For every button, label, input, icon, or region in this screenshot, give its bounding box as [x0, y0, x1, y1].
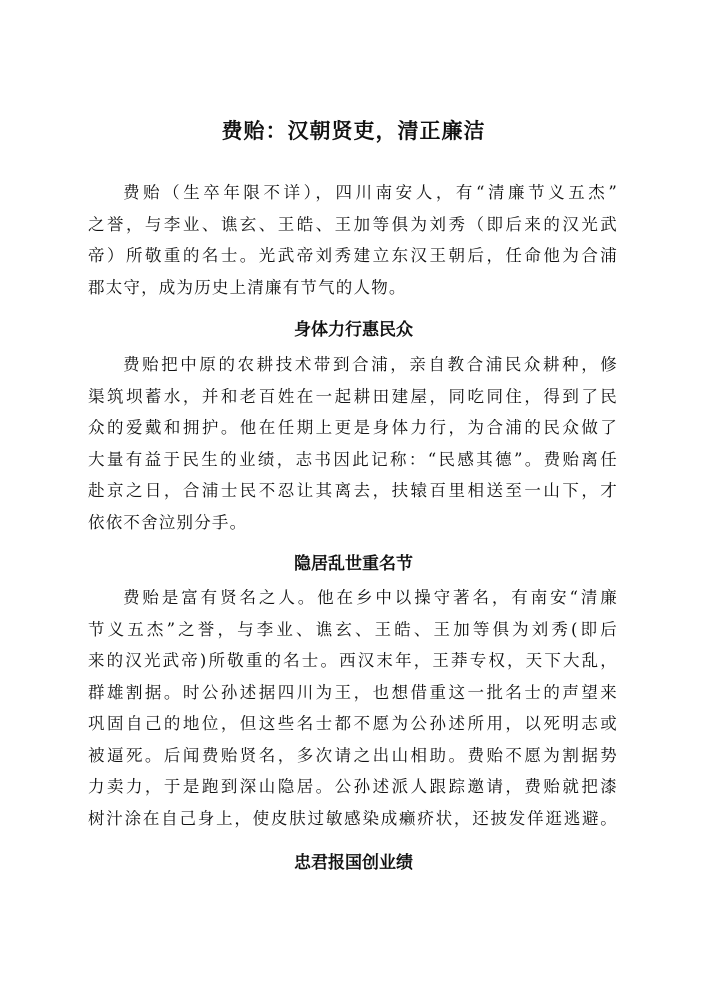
document-title: 费贻：汉朝贤吏，清正廉洁 — [221, 118, 486, 143]
paragraph-line: 群雄割据。时公孙述据四川为王，也想借重这一批名士的声望来 — [88, 682, 618, 702]
paragraph-line: 费贻把中原的农耕技术带到合浦，亲自教合浦民众耕种，修 — [123, 355, 618, 374]
paragraph-line: 帝）所敬重的名士。光武帝刘秀建立东汉王朝后，任命他为合浦 — [88, 246, 618, 265]
paragraph-line: 来的汉光武帝)所敬重的名士。西汉末年，王莽专权，天下大乱， — [88, 651, 618, 670]
intro-paragraph — [88, 177, 618, 303]
section-heading: 忠君报国创业绩 — [294, 853, 413, 873]
paragraph-line: 之誉，与李业、谯玄、王皓、王加等俱为刘秀（即后来的汉光武 — [88, 214, 618, 234]
paragraph-line: 巩固自己的地位，但这些名士都不愿为公孙述所用，以死明志或 — [88, 714, 618, 733]
paragraph-line: 众的爱戴和拥护。他在任期上更是身体力行，为合浦的民众做了 — [88, 418, 618, 437]
paragraph-line: 费贻（生卒年限不详），四川南安人，有“清廉节义五杰” — [123, 183, 618, 202]
paragraph-line: 赴京之日，合浦士民不忍让其离去，扶辕百里相送至一山下，才 — [88, 481, 618, 500]
paragraph-line: 被逼死。后闻费贻贤名，多次请之出山相助。费贻不愿为割据势 — [88, 745, 618, 765]
section-heading: 身体力行惠民众 — [294, 320, 413, 340]
section-paragraph — [88, 582, 618, 834]
paragraph-line: 依依不舍泣别分手。 — [88, 512, 248, 532]
paragraph-line: 渠筑坝蓄水，并和老百姓在一起耕田建屋，同吃同住，得到了民 — [88, 386, 618, 406]
paragraph-line: 费贻是富有贤名之人。他在乡中以操守著名，有南安“清廉 — [123, 588, 618, 607]
paragraph-line: 郡太守，成为历史上清廉有节气的人物。 — [88, 277, 407, 297]
paragraph-line: 大量有益于民生的业绩，志书因此记称：“民感其德”。费贻离任 — [88, 449, 618, 469]
paragraph-line: 节义五杰”之誉，与李业、谯玄、王皓、王加等俱为刘秀(即后 — [88, 619, 618, 639]
section-heading: 隐居乱世重名节 — [294, 554, 413, 574]
paragraph-line: 力卖力，于是跑到深山隐居。公孙述派人跟踪邀请，费贻就把漆 — [88, 777, 618, 796]
paragraph-line: 树汁涂在自己身上，使皮肤过敏感染成癞疥状，还披发佯逛逃避。 — [88, 808, 618, 828]
section-paragraph — [88, 349, 618, 538]
